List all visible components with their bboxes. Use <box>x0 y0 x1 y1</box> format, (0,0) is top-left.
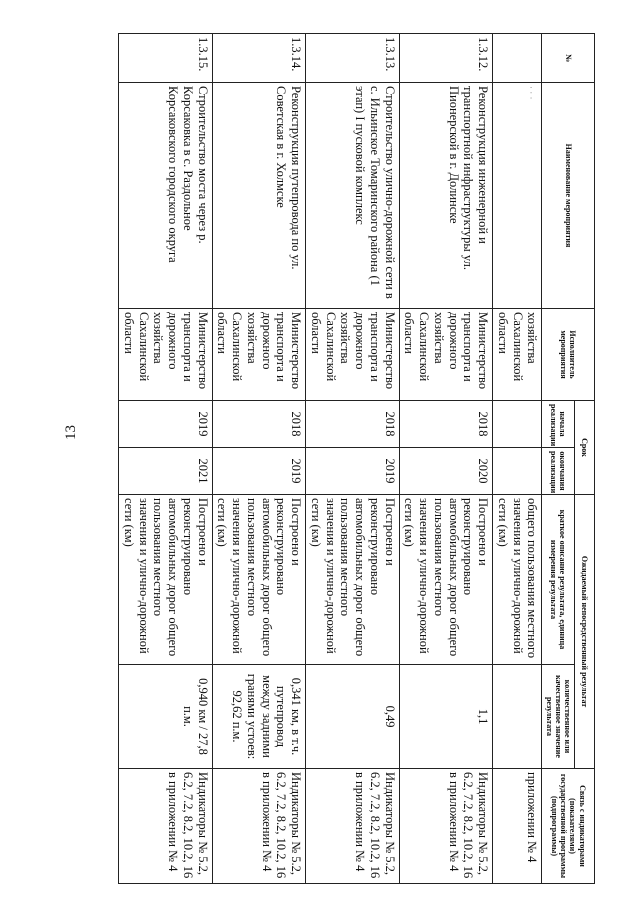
header-start: начала реализации <box>542 401 575 448</box>
cell-executor: Министерство транспорта и дорожного хозяйства Сахалинской области <box>212 309 306 401</box>
cell-executor: Министерство транспорта и дорожного хозяйства Сахалинской области <box>306 309 400 401</box>
cell-end: 2019 <box>212 448 306 495</box>
header-expected: Ожидаемый непосредственный результат <box>575 495 595 769</box>
cell-name: Реконструкция инженерной и транспортной инфраструктуры ул. Пионерской в г. Долинске <box>399 83 493 309</box>
cell-start: 2018 <box>306 401 400 448</box>
table-row <box>119 34 213 884</box>
header-desc: краткое описание результата, единица измерения результата <box>542 495 575 665</box>
cell-num: 1.3.12. <box>399 34 493 83</box>
cell-name <box>493 83 542 309</box>
cell-num: 1.3.15. <box>119 34 213 83</box>
table-row <box>399 34 493 884</box>
cell-num <box>493 34 542 83</box>
cell-qty <box>493 665 542 769</box>
table-row-continuation <box>493 34 542 884</box>
header-link: Связь с индикаторами (показателями) государственной программы (подпрограммы) <box>542 769 595 884</box>
page-number: 13 <box>63 425 79 440</box>
cell-link: Индикаторы № 5.2, 6.2, 7.2, 8.2, 10.2, 16 в приложении № 4 <box>306 769 400 884</box>
header-term: Срок <box>575 401 595 495</box>
cell-qty: 0,341 км, в т.ч. путепровод между задними гранями устоев: 92,62 п.м. <box>212 665 306 769</box>
cell-name: Реконструкция путепровода по ул. Советская в г. Холмске <box>212 83 306 309</box>
cell-start: 2018 <box>212 401 306 448</box>
cell-end: 2021 <box>119 448 213 495</box>
scan-artifact: · · · <box>526 86 537 100</box>
cell-end: 2019 <box>306 448 400 495</box>
header-executor: Исполнитель мероприятия <box>542 309 595 401</box>
header-end: окончания реализации <box>542 448 575 495</box>
cell-start <box>493 401 542 448</box>
cell-link: приложении № 4 <box>493 769 542 884</box>
cell-desc: Построено и реконструировано автомобильных дорог общего пользования местного значения и улично-дорожной сети (км) <box>306 495 400 665</box>
cell-desc: общего пользования местного значения и улично-дорожной сети (км) <box>493 495 542 665</box>
header-qty: количественное или качественное значение результата <box>542 665 575 769</box>
cell-qty: 0,49 <box>306 665 400 769</box>
cell-desc: Построено и реконструировано автомобильных дорог общего пользования местного значения и улично-дорожной сети (км) <box>119 495 213 665</box>
header-name: Наименование мероприятия <box>542 83 595 309</box>
document-table-container <box>121 33 595 883</box>
cell-start: 2018 <box>399 401 493 448</box>
cell-executor: Министерство транспорта и дорожного хозяйства Сахалинской области <box>399 309 493 401</box>
cell-end: 2020 <box>399 448 493 495</box>
cell-start: 2019 <box>119 401 213 448</box>
cell-link: Индикаторы № 5.2, 6.2, 7.2, 8.2, 10.2, 16 в приложении № 4 <box>119 769 213 884</box>
cell-desc: Построено и реконструировано автомобильных дорог общего пользования местного значения и улично-дорожной сети (км) <box>212 495 306 665</box>
table-row <box>212 34 306 884</box>
cell-desc: Построено и реконструировано автомобильных дорог общего пользования местного значения и улично-дорожной сети (км) <box>399 495 493 665</box>
cell-name: Строительство моста через р. Корсаковка в с. Раздольное Корсаковского городского округа <box>119 83 213 309</box>
measures-table <box>118 33 595 884</box>
cell-end <box>493 448 542 495</box>
cell-qty: 0,940 км / 27,8 п.м. <box>119 665 213 769</box>
cell-num: 1.3.13. <box>306 34 400 83</box>
cell-link: Индикаторы № 5.2, 6.2, 7.2, 8.2, 10.2, 16 в приложении № 4 <box>212 769 306 884</box>
cell-executor: хозяйства Сахалинской области <box>493 309 542 401</box>
cell-num: 1.3.14. <box>212 34 306 83</box>
cell-name: Строительство улично-дорожной сети в с. Ильинское Томаринского района (1 этап) I пусковой комплекс <box>306 83 400 309</box>
cell-executor: Министерство транспорта и дорожного хозяйства Сахалинской области <box>119 309 213 401</box>
cell-link: Индикаторы № 5.2, 6.2, 7.2, 8.2, 10.2, 16 в приложении № 4 <box>399 769 493 884</box>
header-num: № <box>542 34 595 83</box>
cell-qty: 1,1 <box>399 665 493 769</box>
table-row <box>306 34 400 884</box>
